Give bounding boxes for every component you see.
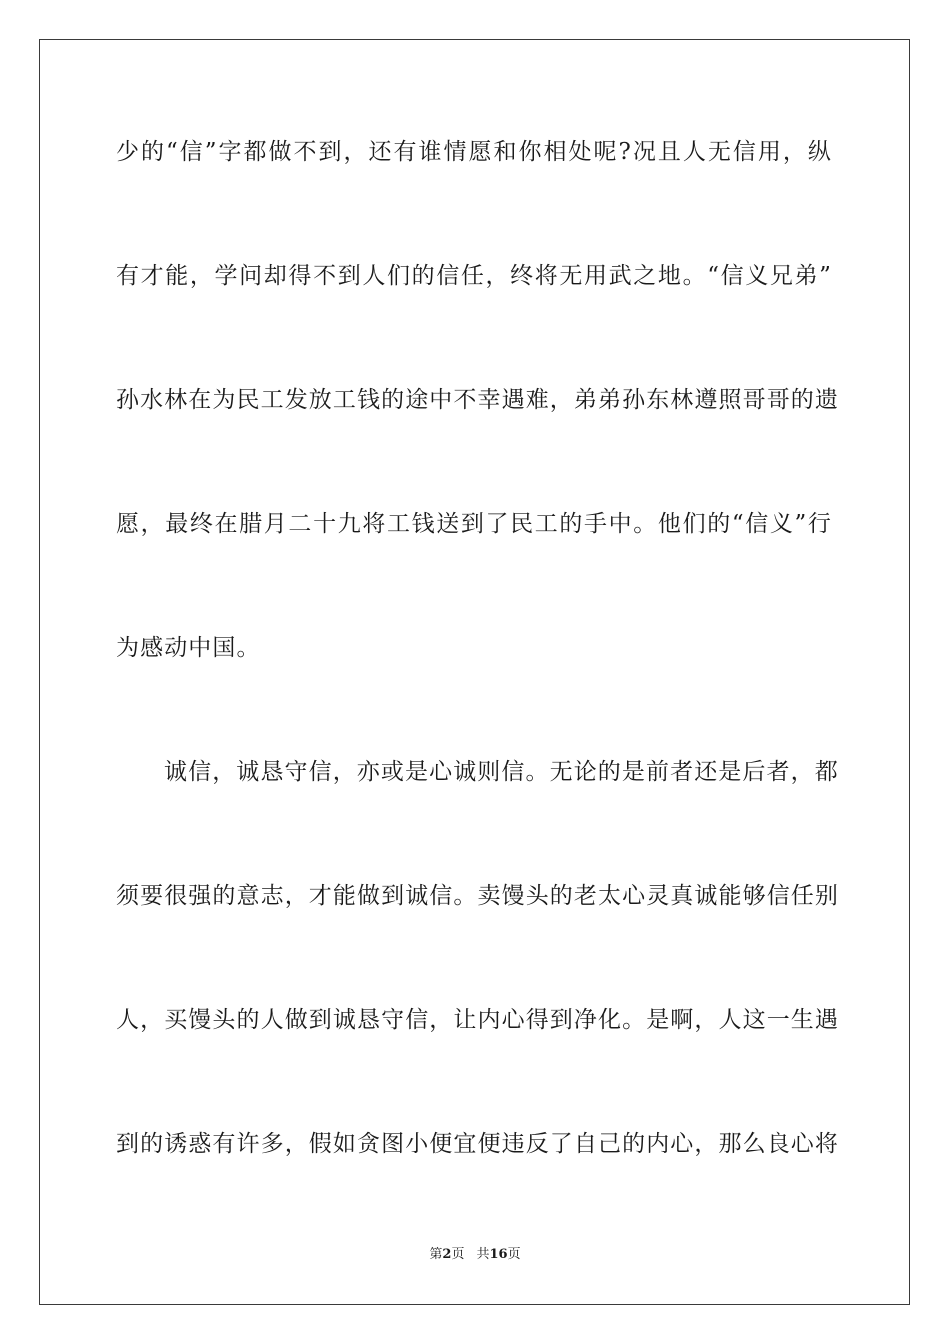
page-number: 2	[442, 1247, 452, 1262]
page-suffix: 页	[451, 1247, 465, 1262]
text-line: 人，买馒头的人做到诚恳守信，让内心得到净化。是啊，人这一生遇	[116, 1007, 839, 1033]
total-suffix: 页	[507, 1247, 521, 1262]
text-line: 诚信，诚恳守信，亦或是心诚则信。无论的是前者还是后者，都	[164, 759, 839, 785]
text-line: 孙水林在为民工发放工钱的途中不幸遇难，弟弟孙东林遵照哥哥的遗	[116, 387, 839, 413]
text-line: 有才能，学问却得不到人们的信任，终将无用武之地。“信义兄弟”	[116, 263, 832, 289]
total-prefix: 共	[476, 1247, 490, 1262]
page-border	[39, 39, 910, 1305]
total-pages: 16	[489, 1247, 508, 1262]
text-line: 少的“信”字都做不到，还有谁情愿和你相处呢?况且人无信用，纵	[116, 139, 832, 165]
text-line: 到的诱惑有许多，假如贪图小便宜便违反了自己的内心，那么良心将	[116, 1131, 839, 1157]
text-line: 愿，最终在腊月二十九将工钱送到了民工的手中。他们的“信义”行	[116, 511, 832, 537]
page-footer	[0, 1246, 950, 1264]
page-prefix: 第	[429, 1247, 443, 1262]
text-line: 为感动中国。	[116, 635, 261, 661]
text-line: 须要很强的意志，才能做到诚信。卖馒头的老太心灵真诚能够信任别	[116, 883, 839, 909]
